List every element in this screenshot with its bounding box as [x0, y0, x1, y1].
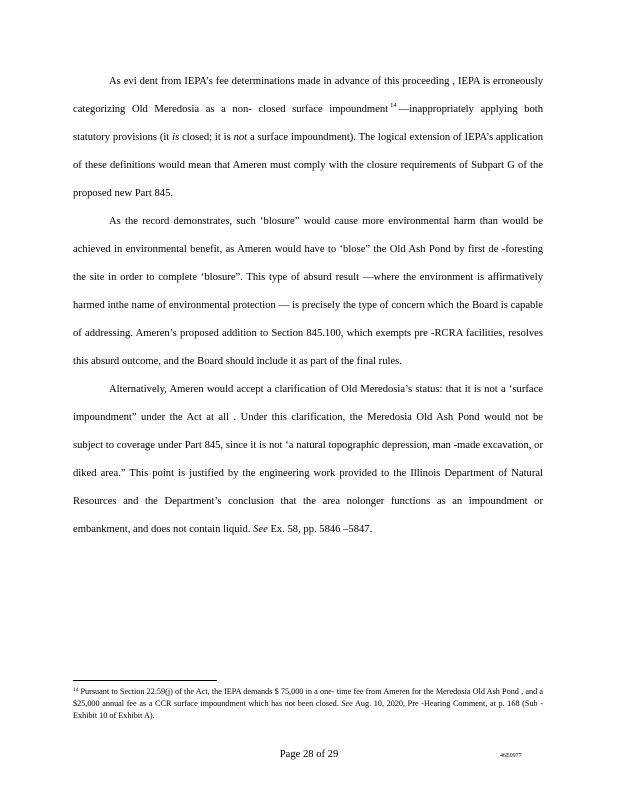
paragraph-3-text-b: Ex. 58, pp. 5846 –5847. [270, 524, 373, 535]
footnote-reference-14: 14 [390, 102, 397, 109]
paragraph-1-text-f: a surface impoundment). The logical extension of IEPA’s application of these definitions would mean that Ameren must comply with the closure requirements of Subpart G of the proposed new Part 845. [73, 132, 543, 199]
italic-not: not [233, 132, 248, 143]
paragraph-3-text-a: Alternatively, Ameren would accept a clarification of Old Meredosia’s status: that it is not a ‘surface impoundment” under the Act at all . Under this clarification, the Meredosia Old Ash Pond would not be subject to coverage under Part 845, since it is not ‘a natural topographic depression, man -made excavation, or diked area.” This point is justified by the engineering work provided to the Illinois Department of Natural Resources and the Department’s conclusion that the area nolonger functions as an impoundment or embankment, and does not contain liquid. [73, 384, 543, 535]
body-text [73, 68, 543, 544]
page-number: Page 28 of 29 [279, 749, 339, 760]
paragraph-1-text-b: —inappropriately applying both statutory provisions (it [73, 104, 544, 143]
footnote-number: 14 [73, 687, 79, 693]
italic-see: See [253, 524, 268, 535]
italic-is: is [172, 132, 180, 143]
paragraph-1-text-a: As evi dent from IEPA’s fee determinations made in advance of this proceeding , IEPA is erroneously categorizing Old Meredosia as a non- closed surface impoundment [73, 76, 543, 115]
footnote-text-a: Pursuant to Section 22.59(j) of the Act, the IEPA demands $ 75,000 in a one- time fee from Ameren for the Meredosia Old Ash Pond , and a $25,000 annual fee as a CCR surface impoundment which has not been closed. [73, 687, 543, 708]
footnote-text-b: Aug. 10, 2020, Pre -Hearing Comment, at p. 168 (Sub -Exhibit 10 of Exhibit A). [73, 699, 543, 720]
footnote-divider [73, 680, 217, 681]
paragraph-2: As the record demonstrates, such ‘blosure” would cause more environmental harm than would be achieved in environmental benefit, as Ameren would have to ‘blose” the Old Ash Pond by first de -foresting the site in order to complete ‘blosure”. This type of absurd result —where the environment is affirmatively harmed inthe name of environmental protection — is precisely the type of concern which the Board is capable of addressing. Ameren’s proposed addition to Section 845.100, which exempts pre -RCRA facilities, resolves this absurd outcome, and the Board should include it as part of the final rules. [73, 216, 543, 367]
footnote-italic-see: See [341, 699, 353, 708]
paragraph-1-text-d: closed; it is [182, 132, 231, 143]
footnote-14 [73, 686, 543, 722]
paragraph-3 [73, 376, 543, 544]
document-id: 46E0977 [500, 753, 522, 759]
paragraph-1 [73, 68, 543, 208]
